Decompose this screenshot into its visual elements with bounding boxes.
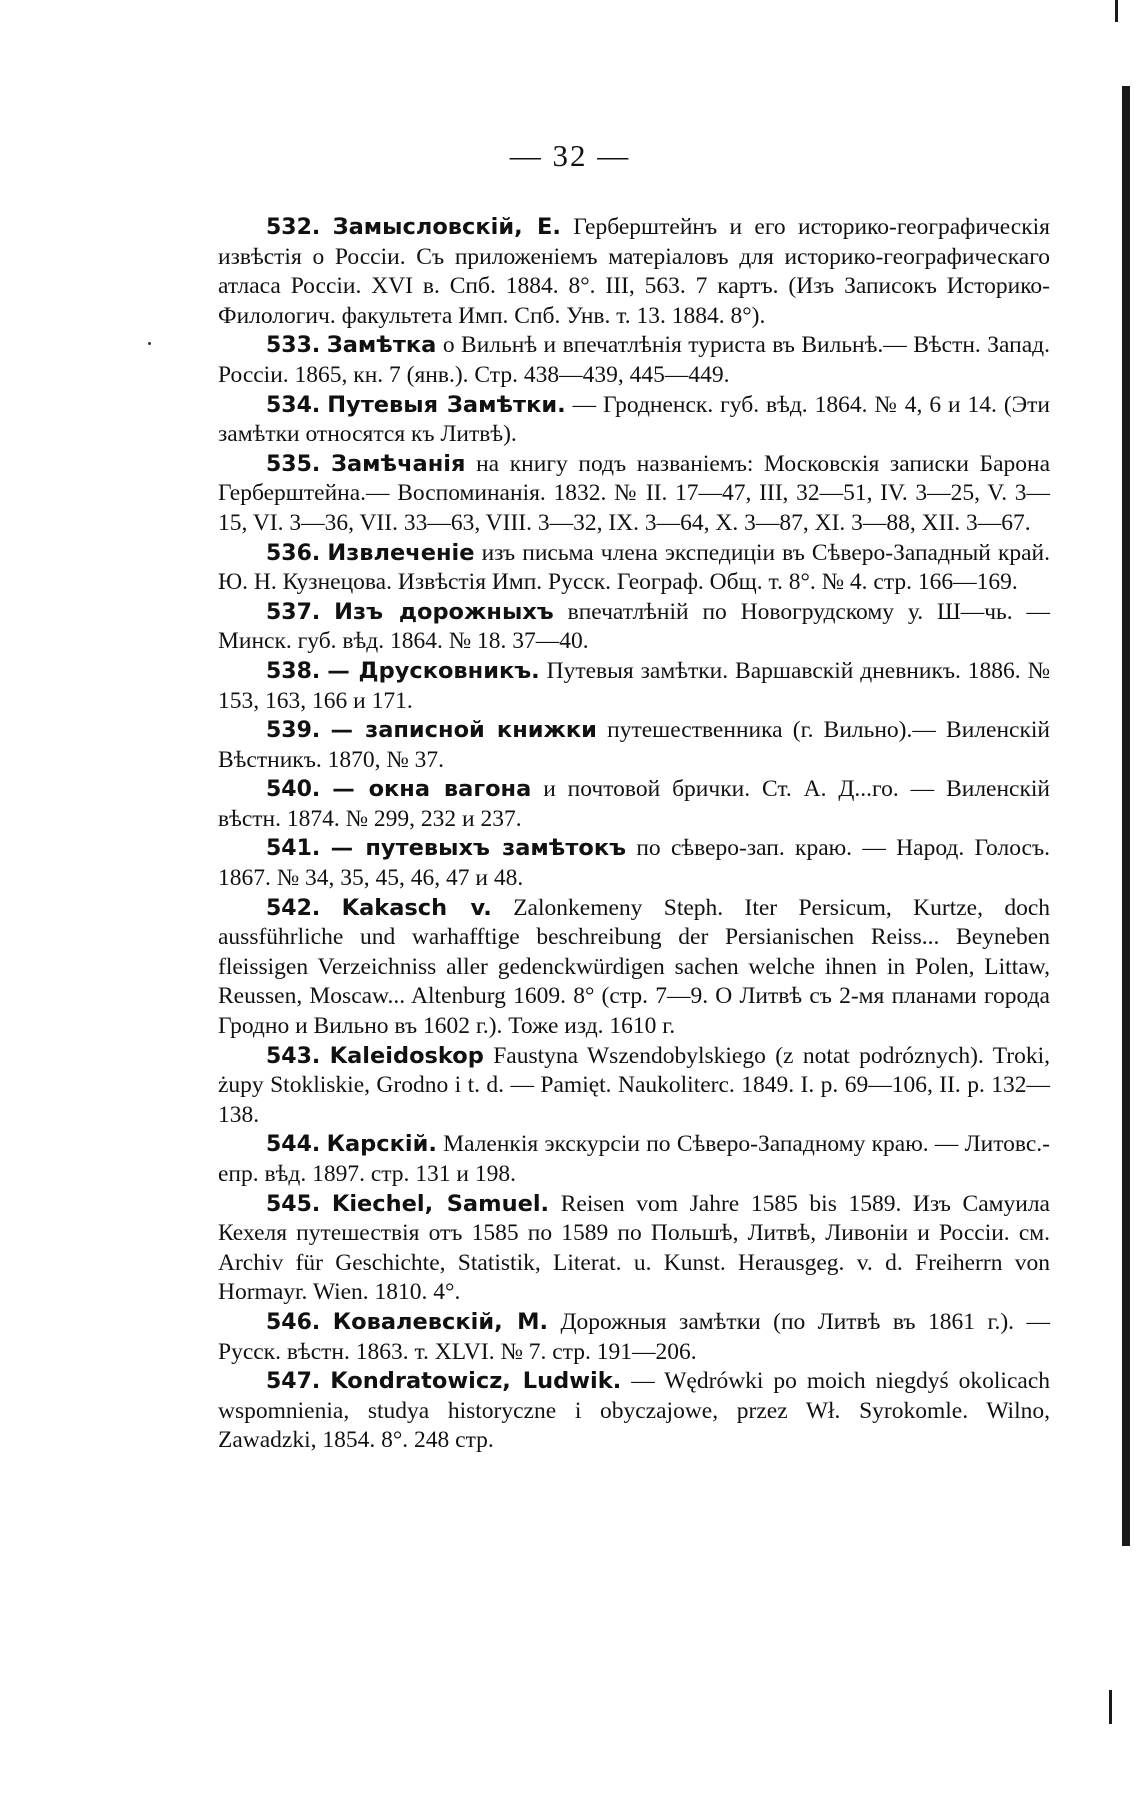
bibliography-entry	[218, 1367, 1050, 1456]
page-edge-mark-top	[1115, 0, 1118, 22]
entry-text: Маленкія экскурсіи по Сѣверо-Западному краю. — Литовс.-епр. вѣд. 1897. стр. 131 и 198.	[218, 1131, 1050, 1187]
entry-heading: Kondratowicz, Ludwik.	[330, 1368, 622, 1395]
page-edge-mark-bottom	[1109, 1690, 1112, 1724]
entry-text: Дорожныя замѣтки (по Литвѣ въ 1861 г.). — Русск. вѣстн. 1863. т. XLVI. № 7. стр. 191—206.	[218, 1308, 1051, 1365]
bibliography-entry	[218, 1308, 1050, 1367]
entry-number: 541.	[266, 836, 321, 862]
entry-heading: Kaleidoskop	[329, 1042, 484, 1069]
entry-number: 535.	[266, 451, 321, 477]
entry-text: и почтовой брички. Ст. А. Д...го. — Виленскій вѣстн. 1874. № 299, 232 и 237.	[218, 776, 1051, 832]
bibliography-list	[218, 213, 1050, 1456]
entry-text: — Wędrówki po moich niegdyś okolicach wspomnienia, studya historyczne i obyczajowe, przez Wł. Syrokomle. Wilno, Zawadzki, 1854. 8°. 248 стр.	[218, 1368, 1050, 1454]
bibliography-entry	[218, 1190, 1050, 1308]
entry-text: впечатлѣній по Новогрудскому у. Ш—чь. — Минск. губ. вѣд. 1864. № 18. 37—40.	[218, 598, 1050, 655]
entry-text: по сѣверо-зап. краю. — Народ. Голосъ. 1867. № 34, 35, 45, 46, 47 и 48.	[218, 835, 1051, 892]
entry-number: 532.	[266, 215, 321, 240]
entry-number: 544.	[266, 1132, 321, 1158]
bibliography-entry	[218, 331, 1050, 390]
entry-heading: Kiechel, Samuel.	[331, 1190, 550, 1217]
entry-number: 534.	[266, 392, 321, 418]
entry-text: Faustyna Wszendobylskiego (z notat podróznych). Troki, żupy Stokliskie, Grodno i t. d. — Pamięt. Naukoliterc. 1849. I. p. 69—106, II. p. 132—138.	[218, 1042, 1051, 1128]
entry-number: 539.	[266, 718, 321, 744]
entry-heading: Замѣтка	[326, 332, 437, 359]
bibliography-entry	[218, 598, 1050, 657]
entry-number: 538.	[266, 658, 321, 684]
bibliography-entry	[218, 450, 1050, 539]
bibliography-entry	[218, 657, 1050, 716]
bibliography-entry	[218, 834, 1050, 893]
page-number: — 32 —	[509, 138, 631, 173]
print-speck	[148, 342, 151, 345]
entry-number: 543.	[266, 1043, 321, 1069]
entry-text: Reisen vom Jahre 1585 bis 1589. Изъ Самуила Кехеля путешествія отъ 1585 по 1589 по Польшѣ, Литвѣ, Ливоніи и Россіи. см. Archiv für Geschichte, Statistik, Literat. u. Kunst. Herausgeg. v. d. Freiherrn von Hormayr. Wien. 1810. 4°.	[218, 1190, 1050, 1306]
bibliography-entry	[218, 391, 1050, 450]
entry-heading: Извлеченіе	[327, 539, 475, 566]
bibliography-entry	[218, 1130, 1050, 1189]
entry-number: 546.	[266, 1309, 321, 1335]
entry-text: на книгу подъ названіемъ: Московскія записки Барона Герберштейна.— Воспоминанія. 1832. № II. 17—47, III, 32—51, IV. 3—25, V. 3—15, VI. 3—36, VII. 33—63, VIII. 3—32, IX. 3—64, X. 3—87, XI. 3—88, XII. 3—67.	[218, 450, 1051, 536]
entry-heading: Ковалевскій, М.	[332, 1308, 549, 1335]
bibliography-entry	[218, 716, 1050, 775]
entry-text: о Вильнѣ и впечатлѣнія туриста въ Вильнѣ.— Вѣстн. Запад. Россіи. 1865, кн. 7 (янв.). Стр. 438—439, 445—449.	[218, 332, 1050, 388]
entry-heading: Путевыя Замѣтки.	[327, 391, 566, 418]
entry-heading: Карскій.	[326, 1131, 437, 1158]
bibliography-entry	[218, 894, 1050, 1042]
bibliography-entry	[218, 1042, 1050, 1131]
entry-number: 533.	[266, 333, 321, 359]
entry-number: 542.	[266, 895, 321, 921]
entry-heading: Замѣчанія	[330, 450, 466, 477]
entry-heading: Замысловскій, Е.	[332, 214, 561, 240]
entry-number: 547.	[266, 1369, 321, 1395]
entry-heading: — окна вагона	[332, 776, 532, 803]
entry-text: — Гродненск. губ. вѣд. 1864. № 4, 6 и 14. (Эти замѣтки относятся къ Литвѣ).	[218, 391, 1051, 448]
entry-heading: — записной книжки	[330, 717, 597, 744]
entry-number: 537.	[266, 599, 321, 625]
entry-number: 536.	[266, 540, 321, 566]
entry-heading: — Друсковникъ.	[327, 657, 540, 684]
bibliography-entry	[218, 539, 1050, 598]
entry-text: путешественника (г. Вильно).— Виленскій Вѣстникъ. 1870, № 37.	[218, 717, 1050, 773]
entry-heading: — путевыхъ замѣтокъ	[330, 835, 627, 862]
entry-number: 545.	[266, 1191, 321, 1217]
entry-text: Герберштейнъ и его историко-географическія извѣстія о Россіи. Съ приложеніемъ матеріаловъ для историко-географическаго атласа Россіи. XVI в. Спб. 1884. 8°. III, 563. 7 картъ. (Изъ Записокъ Историко-Филологич. факультета Имп. Спб. Унв. т. 13. 1884. 8°).	[218, 214, 1050, 329]
entry-text: Путевыя замѣтки. Варшавскій дневникъ. 1886. № 153, 163, 166 и 171.	[218, 657, 1050, 714]
entry-text: Zalonkemeny Steph. Iter Persicum, Kurtze, doch aussführliche und warhafftige beschreibung der Persianischen Reiss... Beyneben fleissigen Verzeichniss aller gedenckwürdigen sachen welche ihnen in Polen, Littaw, Reussen, Moscaw... Altenburg 1609. 8° (стр. 7—9. О Литвѣ съ 2-мя планами города Гродно и Вильно въ 1602 г.). Тоже изд. 1610 г.	[218, 894, 1050, 1040]
bibliography-entry	[218, 213, 1050, 331]
entry-heading: Изъ дорожныхъ	[334, 598, 554, 625]
bibliography-entry	[218, 775, 1050, 834]
entry-text: изъ письма члена экспедиціи въ Сѣверо-Западный край. Ю. Н. Кузнецова. Извѣстія Имп. Русск. Географ. Общ. т. 8°. № 4. стр. 166—169.	[218, 539, 1051, 596]
entry-heading: Kakasch v.	[341, 894, 492, 921]
page-edge-shadow	[1122, 86, 1130, 1546]
entry-number: 540.	[266, 777, 321, 803]
